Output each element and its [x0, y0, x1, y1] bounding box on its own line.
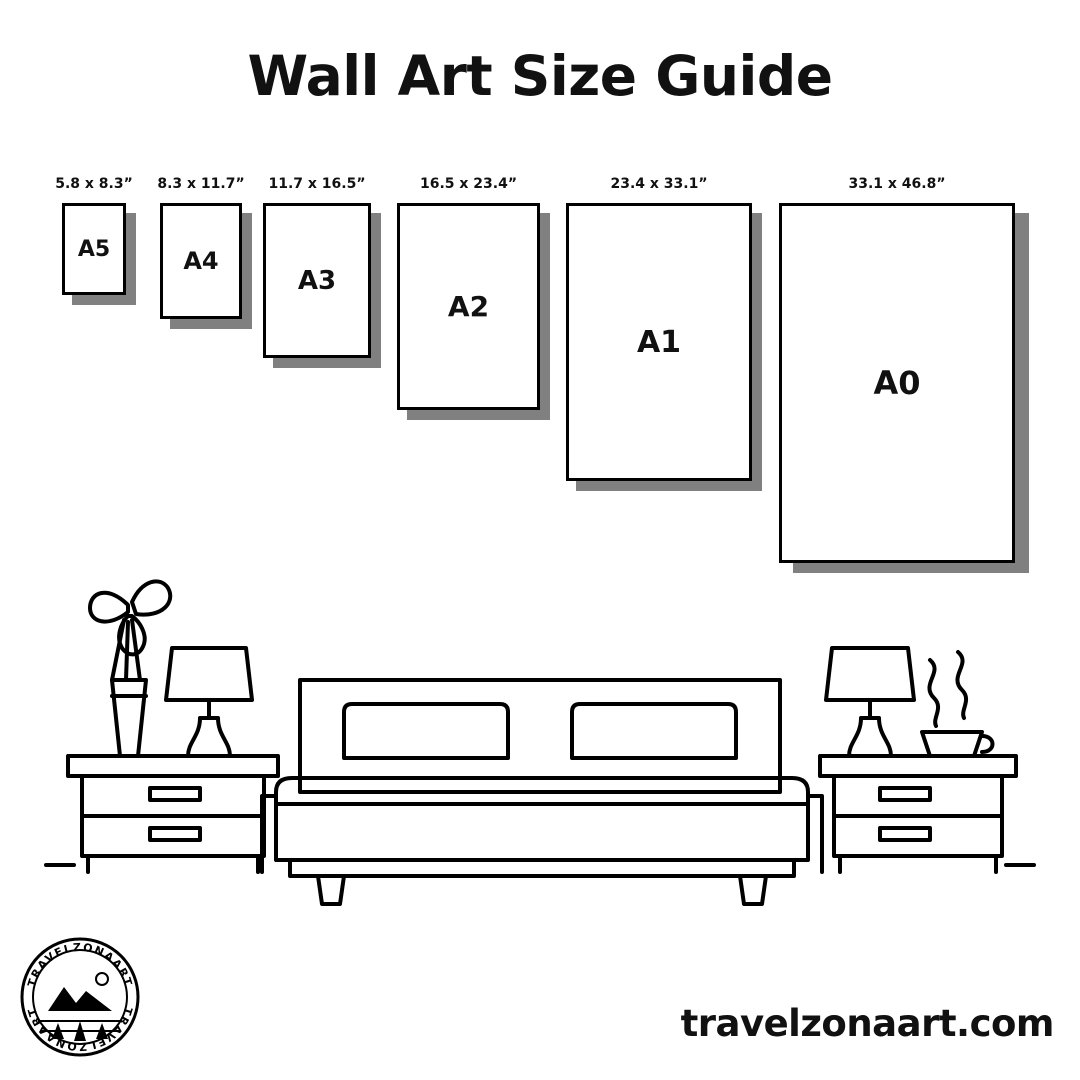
- logo-text-bottom: TRAVELZONAART: [25, 1005, 135, 1054]
- coffee-cup: [922, 652, 993, 756]
- frame-a2-dimension: 16.5 x 23.4”: [419, 176, 518, 192]
- frame-a3-label: A3: [297, 265, 337, 296]
- frame-a2-box[interactable]: [397, 203, 540, 410]
- frame-a4-label: A4: [183, 247, 219, 275]
- frame-a3-box[interactable]: [263, 203, 371, 358]
- frame-a2[interactable]: [397, 176, 540, 426]
- website-url[interactable]: travelzonaart.com: [680, 1002, 1054, 1045]
- bed: [262, 680, 822, 904]
- frame-a3[interactable]: [263, 176, 371, 371]
- frame-a5[interactable]: [55, 176, 133, 296]
- frame-a0-dimension: 33.1 x 46.8”: [848, 176, 946, 192]
- bedroom-illustration: [0, 560, 1080, 920]
- bedroom-scene-svg: [0, 560, 1080, 920]
- frame-a5-dimension: 5.8 x 8.3”: [55, 176, 133, 192]
- svg-text:TRAVELZONAART: [25, 941, 135, 989]
- frame-a0-label: A0: [873, 364, 921, 402]
- frame-a5-box[interactable]: [62, 203, 126, 295]
- brand-logo[interactable]: [18, 935, 143, 1060]
- frame-a0-box[interactable]: [779, 203, 1015, 563]
- left-nightstand: [68, 756, 278, 872]
- frame-a1-dimension: 23.4 x 33.1”: [610, 176, 708, 192]
- frame-a5-label: A5: [77, 236, 111, 262]
- frame-a1-label: A1: [636, 324, 682, 360]
- logo-text-top: TRAVELZONAART: [25, 940, 135, 989]
- frame-a1-box[interactable]: [566, 203, 752, 481]
- right-nightstand: [820, 756, 1016, 872]
- right-lamp: [826, 648, 914, 756]
- left-lamp: [166, 648, 252, 756]
- page-title: Wall Art Size Guide: [247, 44, 833, 108]
- frame-a0[interactable]: [779, 176, 1015, 581]
- frame-a1[interactable]: [566, 176, 752, 496]
- frame-a3-dimension: 11.7 x 16.5”: [268, 176, 366, 192]
- frame-a4-dimension: 8.3 x 11.7”: [157, 176, 245, 192]
- vase-with-plant: [90, 581, 170, 756]
- frame-a4-box[interactable]: [160, 203, 242, 319]
- frame-a2-label: A2: [447, 290, 490, 323]
- frame-a4[interactable]: [157, 176, 245, 326]
- brand-logo-svg: [18, 935, 143, 1060]
